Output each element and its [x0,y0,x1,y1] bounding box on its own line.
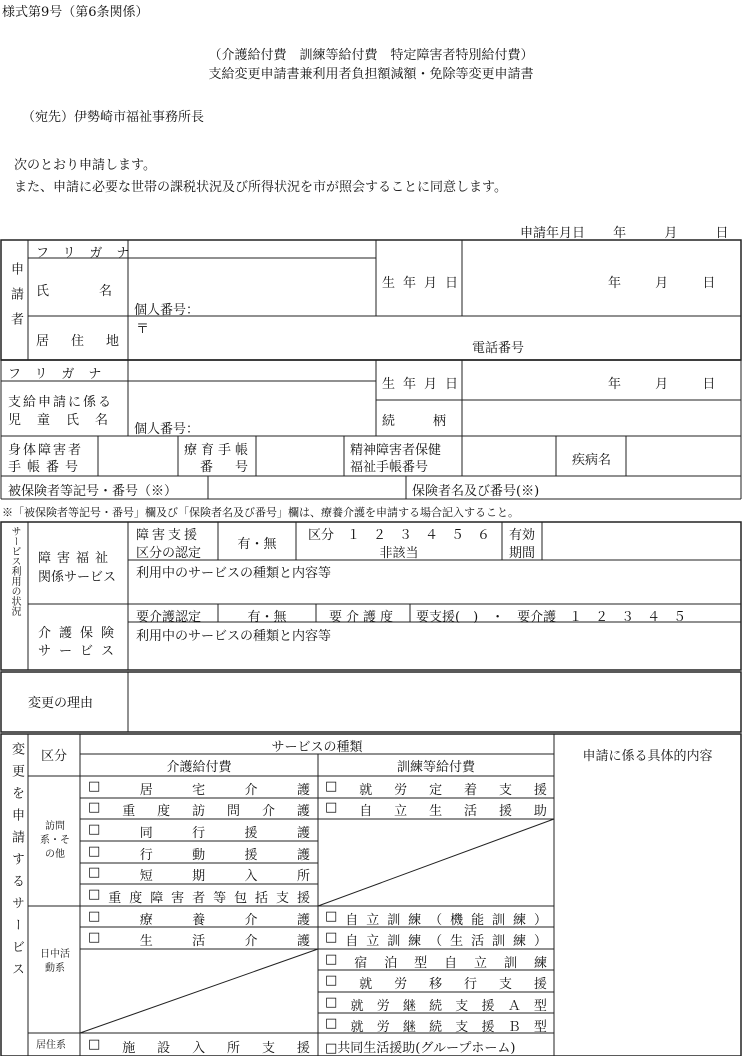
change-reason-label: 変更の理由 [28,696,94,711]
service-checkbox-functional-training[interactable]: □ 自 立 訓 練 （ 機 能 訓 練 ） [325,909,547,928]
care-in-use-label: 利用中のサービスの種類と内容等 [136,629,332,644]
application-date-month: 月 [664,226,678,241]
mental-handbook-label-line1: 精神障害者保健 [350,443,442,458]
statement-request: 次のとおり申請します。 [14,158,156,173]
care-cert-value: 有・無 [247,610,287,625]
change-section-label: 変更を申請するサービス [9,742,24,984]
form-title-line2: 支給変更申請書兼利用者負担額減額・免除等変更申請書 [208,67,534,82]
service-checkbox-facility-admission[interactable]: □ 施 設 入 所 支 援 [88,1037,310,1056]
service-checkbox-employment-retention[interactable]: □ 就 労 定 着 支 援 [325,779,547,798]
care-cert-label: 要介護認定 [136,610,202,625]
applicant-birthdate-label: 生年月日 [382,276,467,291]
service-checkbox-residential-training[interactable]: □ 宿 泊 型 自 立 訓 練 [325,952,547,971]
service-checkbox-independent-living[interactable]: □ 自 立 生 活 援 助 [325,800,547,819]
child-my-number: 個人番号： [134,422,200,437]
applicant-birth-year: 年 [608,276,622,291]
child-name-label-line2: 児童氏名 [8,413,125,428]
service-checkbox-short-stay[interactable]: □ 短 期 入 所 [88,865,310,884]
phone-number-label: 電話番号 [472,341,525,356]
category-header: 区分 [40,749,67,764]
usage-section-label: サービス利用の状況 [9,526,20,616]
service-checkbox-life-care[interactable]: □ 生 活 介 護 [88,930,310,949]
addressee: （宛先）伊勢崎市福祉事務所長 [22,110,205,125]
service-checkbox-medical-care[interactable]: □ 療 養 介 護 [88,909,310,928]
ryoiku-handbook-label-line1: 療育手帳 [184,443,253,458]
form-title-line1: （介護給付費 訓練等給付費 特定障害者特別給付費） [208,48,534,63]
physical-handbook-label-line1: 身体障害者 [8,443,84,458]
service-checkbox-life-training[interactable]: □ 自 立 訓 練 （ 生 活 訓 練 ） [325,930,547,949]
child-furigana-label: フリガナ [8,367,116,382]
applicant-furigana-label: フリガナ [36,246,144,261]
care-insurance-label-line1: 介護保険 [38,626,123,641]
disease-name-label: 疾病名 [572,453,612,468]
welfare-in-use-label: 利用中のサービスの種類と内容等 [136,566,332,581]
training-benefits-header: 訓練等給付費 [396,760,475,775]
welfare-services-label-line2: 関係サービス [38,570,117,585]
care-level-label: 要介護度 [328,610,397,625]
service-checkbox-accompany-support[interactable]: □ 同 行 援 護 [88,822,310,841]
application-date-label: 申請年月日 [520,226,586,241]
valid-period-label-line2: 期間 [508,546,535,561]
applicant-my-number: 個人番号： [134,303,200,318]
application-date-day: 日 [715,226,729,241]
care-level-value: 要支援( ) ・ 要介護 １ ２ ３ ４ ５ [416,610,687,625]
applicant-section-label: 申請者 [8,262,23,337]
insurance-note: ※「被保険者等記号・番号」欄及び「保険者名及び番号」欄は、療養介護を申請する場合記入すること。 [2,506,519,519]
applicant-address-label: 居住地 [36,334,142,349]
relationship-label: 続柄 [382,414,485,429]
service-checkbox-employment-b[interactable]: □ 就 労 継 続 支 援 Ｂ 型 [325,1016,547,1035]
insurer-label: 保険者名及び番号(※) [412,484,540,499]
applicant-birth-month: 月 [655,276,669,291]
child-birth-day: 日 [702,377,716,392]
service-checkbox-employment-transition[interactable]: □ 就 労 移 行 支 援 [325,973,547,992]
insured-number-label: 被保険者等記号・番号（※） [8,484,178,499]
statement-consent: また、申請に必要な世帯の課税状況及び所得状況を市が照会することに同意します。 [14,180,507,195]
welfare-services-label-line1: 障害福祉 [38,551,115,566]
applicant-birthdate-value [608,272,715,291]
group-residential-label: 居住系 [36,1040,66,1051]
child-birthdate-label: 生年月日 [382,377,467,392]
service-checkbox-employment-a[interactable]: □ 就 労 継 続 支 援 Ａ 型 [325,995,547,1014]
group-day-label: 日中活動系 [40,949,70,974]
support-class-cert-label-line2: 区分の認定 [136,546,202,561]
support-class-not-applicable: 非該当 [379,546,419,561]
child-birth-year: 年 [608,377,622,392]
service-checkbox-comprehensive-support[interactable]: □ 重 度 障 害 者 等 包 括 支 援 [88,887,310,906]
physical-handbook-label-line2: 手帳番号 [8,460,85,475]
mental-handbook-label-line2: 福祉手帳番号 [350,460,429,475]
care-benefits-header: 介護給付費 [166,760,232,775]
application-date [520,222,728,241]
care-insurance-label-line2: サービス [38,644,123,659]
service-checkbox-behavior-support[interactable]: □ 行 動 援 護 [88,844,310,863]
applicant-name-label: 氏名 [36,284,163,299]
child-birth-month: 月 [655,377,669,392]
support-class-options: 区分 １ ２ ３ ４ ５ ６ [307,528,490,543]
application-date-year: 年 [613,226,627,241]
service-checkbox-severe-visit-care[interactable]: □ 重 度 訪 問 介 護 [88,800,310,819]
group-visit-label: 訪問系・その他 [40,821,70,860]
service-types-header: サービスの種類 [271,740,363,755]
ryoiku-handbook-label-line2: 番号 [200,460,271,475]
service-checkbox-group-home[interactable]: □共同生活援助(グループホーム) [325,1041,516,1056]
support-class-cert-value: 有・無 [237,537,277,552]
form-number: 様式第9号（第6条関係） [2,5,149,20]
service-checkbox-home-care[interactable]: □ 居 宅 介 護 [88,779,310,798]
support-class-cert-label-line1: 障害支援 [136,528,201,543]
applicant-birth-day: 日 [702,276,716,291]
details-header: 申請に係る具体的内容 [582,749,713,764]
child-birthdate-value [608,373,715,392]
postal-mark: 〒 [136,322,150,337]
valid-period-label-line1: 有効 [508,528,535,543]
child-name-label-line1: 支給申請に係る [8,395,114,410]
